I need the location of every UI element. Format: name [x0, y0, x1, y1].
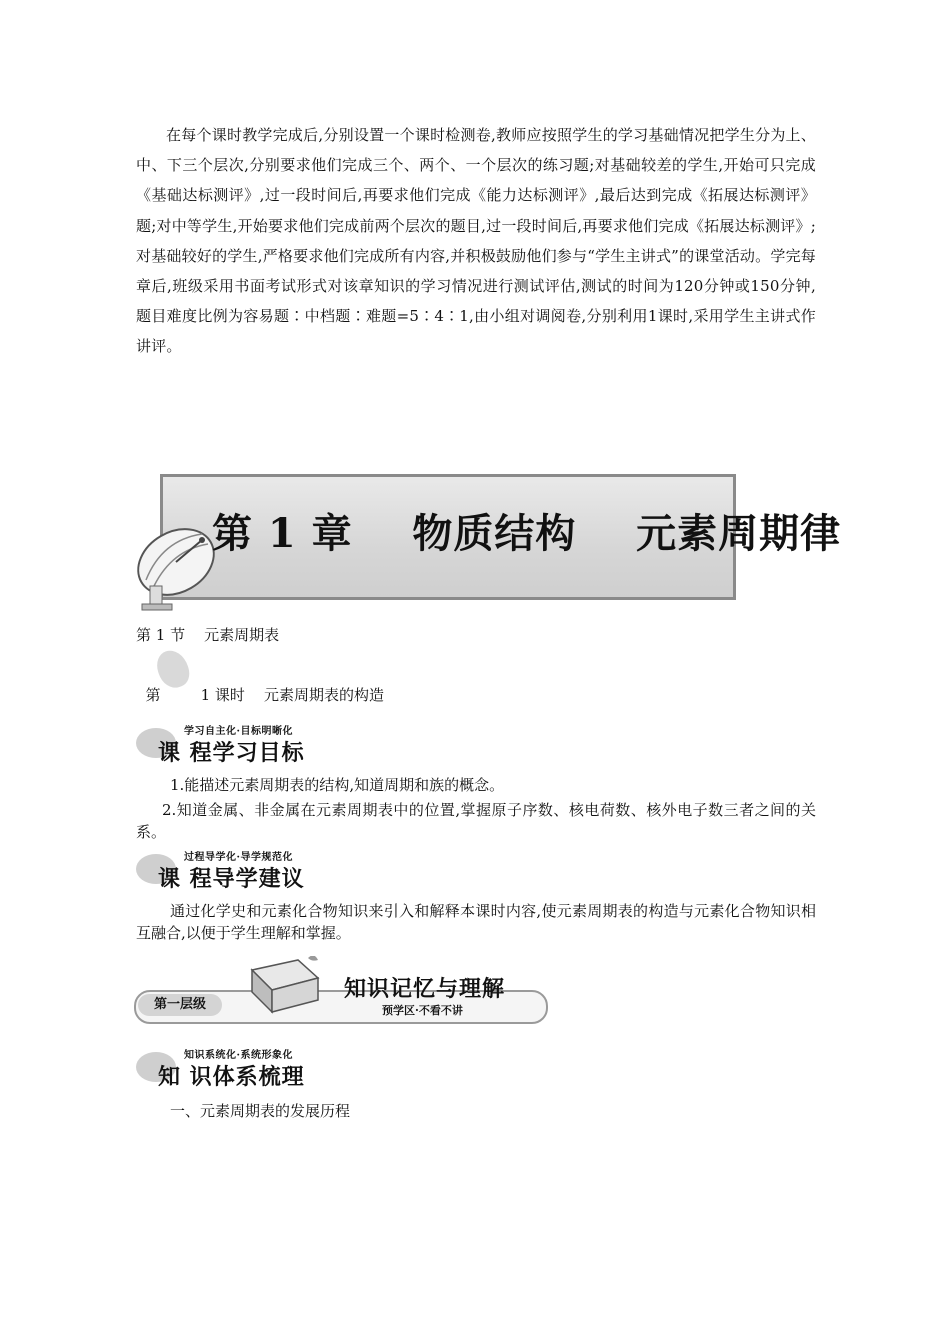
lesson-title — [136, 666, 384, 705]
book-icon — [246, 956, 324, 1016]
guide-text: 通过化学史和元素化合物知识来引入和解释本课时内容,使元素周期表的构造与元素化合物知识相互融合,以便于学生理解和掌握。 — [136, 902, 816, 942]
guide-heading — [134, 848, 334, 896]
goal-item-1: 1.能描述元素周期表的结构,知道周期和族的概念。 — [170, 776, 505, 794]
level-banner — [134, 950, 554, 1032]
knowledge-item: 一、元素周期表的发展历程 — [170, 1102, 351, 1120]
knowledge-subtitle: 知识系统化·系统形象化 — [184, 1050, 293, 1061]
knowledge-title: 知 识体系梳理 — [158, 1065, 305, 1090]
goal-item-2: 2.知道金属、非金属在元素周期表中的位置,掌握原子序数、核电荷数、核外电子数三者之间的关系。 — [136, 801, 816, 841]
level-tag: 第一层级 — [138, 994, 222, 1016]
level-subtitle: 预学区·不看不讲 — [382, 1004, 463, 1017]
goals-title: 课 程学习目标 — [158, 741, 305, 766]
section-title: 第 1 节 元素周期表 — [136, 626, 280, 644]
knowledge-heading — [134, 1046, 334, 1094]
goals-heading — [134, 722, 334, 770]
guide-subtitle: 过程导学化·导学规范化 — [184, 852, 293, 863]
guide-title: 课 程导学建议 — [158, 867, 305, 892]
lesson-prefix: 第 — [145, 686, 161, 704]
goals-subtitle: 学习自主化·目标明晰化 — [184, 726, 293, 737]
intro-paragraph: 在每个课时教学完成后,分别设置一个课时检测卷,教师应按照学生的学习基础情况把学生分为上、中、下三个层次,分别要求他们完成三个、两个、一个层次的练习题;对基础较差的学生,开始可只完成《基础达标测评》,过一段时间后,再要求他们完成《能力达标测评》,最后达到完成《拓展达标测评》题;对中等学生,开始要求他们完成前两个层次的题目,过一段时间后,再要求他们完成《拓展达标测评》;对基础较好的学生,严格要求他们完成所有内容,并积极鼓励他们参与“学生主讲式”的课堂活动。学完每章后,班级采用书面考试形式对该章知识的学习情况进行测试评估,测试的时间为120分钟或150分钟,题目难度比例为容易题∶中档题∶难题=5∶4∶1,由小组对调阅卷,分别利用1课时,采用学生主讲式作讲评。 — [136, 126, 816, 356]
level-title: 知识记忆与理解 — [344, 977, 506, 1002]
lesson-name: 1 课时 元素周期表的构造 — [200, 686, 384, 704]
chapter-title: 第 1 章 物质结构 元素周期律 — [212, 510, 842, 557]
